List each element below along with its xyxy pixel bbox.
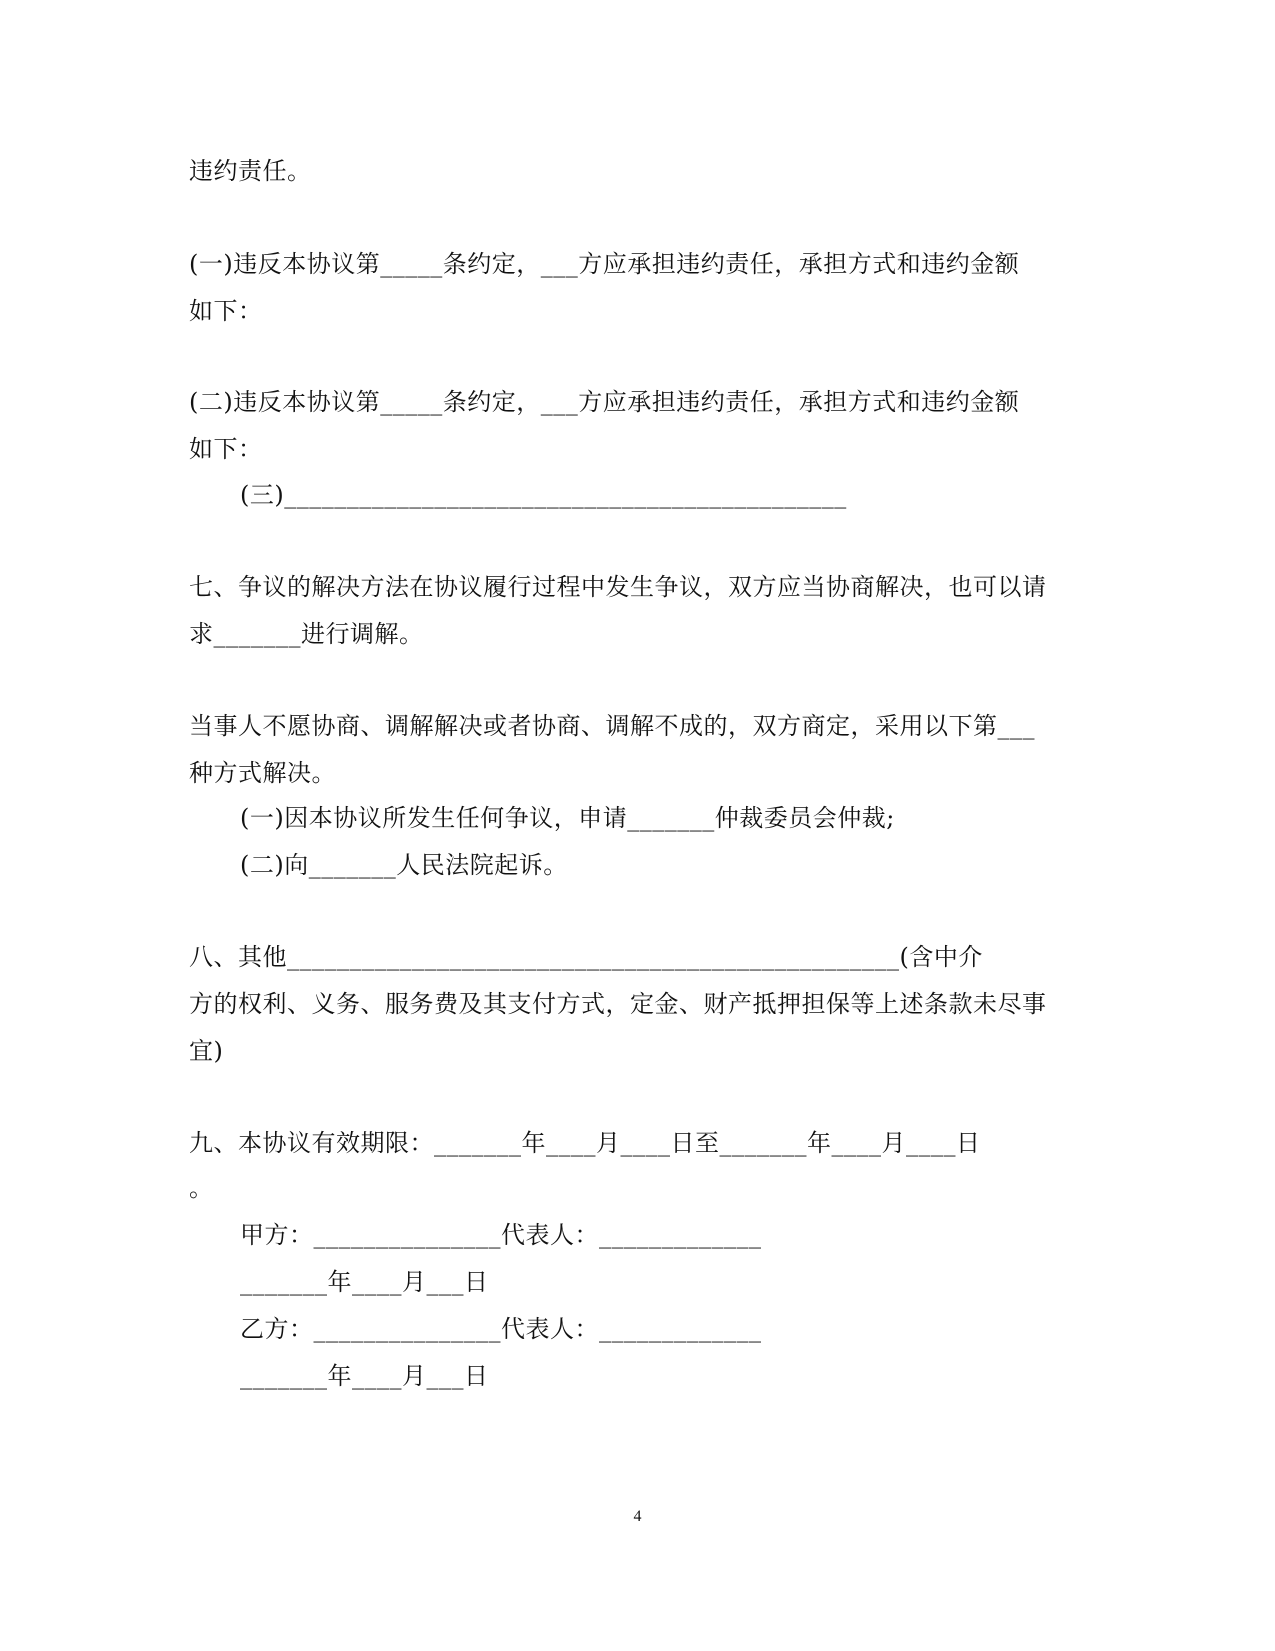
page-number: 4 [633,1508,642,1525]
text-line: 甲方：_______________代表人：_____________ [240,1221,762,1249]
text-line: 。 [189,1174,214,1202]
text-line: 八、其他_________________________________________________(含中介 [189,943,983,971]
text-line: 如下： [189,297,263,325]
text-line: (一)因本协议所发生任何争议，申请_______仲裁委员会仲裁; [240,804,895,832]
text-line: 当事人不愿协商、调解解决或者协商、调解不成的，双方商定，采用以下第___ [189,712,1035,740]
text-line: 违约责任。 [189,157,312,185]
text-line: 求_______进行调解。 [189,620,424,648]
text-line: _______年____月___日 [240,1268,489,1296]
text-line: _______年____月___日 [240,1362,489,1390]
text-line: (一)违反本协议第_____条约定，___方应承担违约责任，承担方式和违约金额 [189,250,1020,278]
text-line: 方的权利、义务、服务费及其支付方式，定金、财产抵押担保等上述条款未尽事 [189,990,1047,1018]
text-line: (三)_____________________________________________ [240,481,847,509]
text-line: (二)违反本协议第_____条约定，___方应承担违约责任，承担方式和违约金额 [189,388,1020,416]
text-line: 乙方：_______________代表人：_____________ [240,1315,762,1343]
text-line: 种方式解决。 [189,759,336,787]
text-line: 九、本协议有效期限：_______年____月____日至_______年____月____日 [189,1129,981,1157]
text-line: 如下： [189,435,263,463]
text-line: 宜) [189,1037,224,1065]
text-line: (二)向_______人民法院起诉。 [240,851,568,879]
text-line: 七、争议的解决方法在协议履行过程中发生争议，双方应当协商解决，也可以请 [189,573,1047,601]
